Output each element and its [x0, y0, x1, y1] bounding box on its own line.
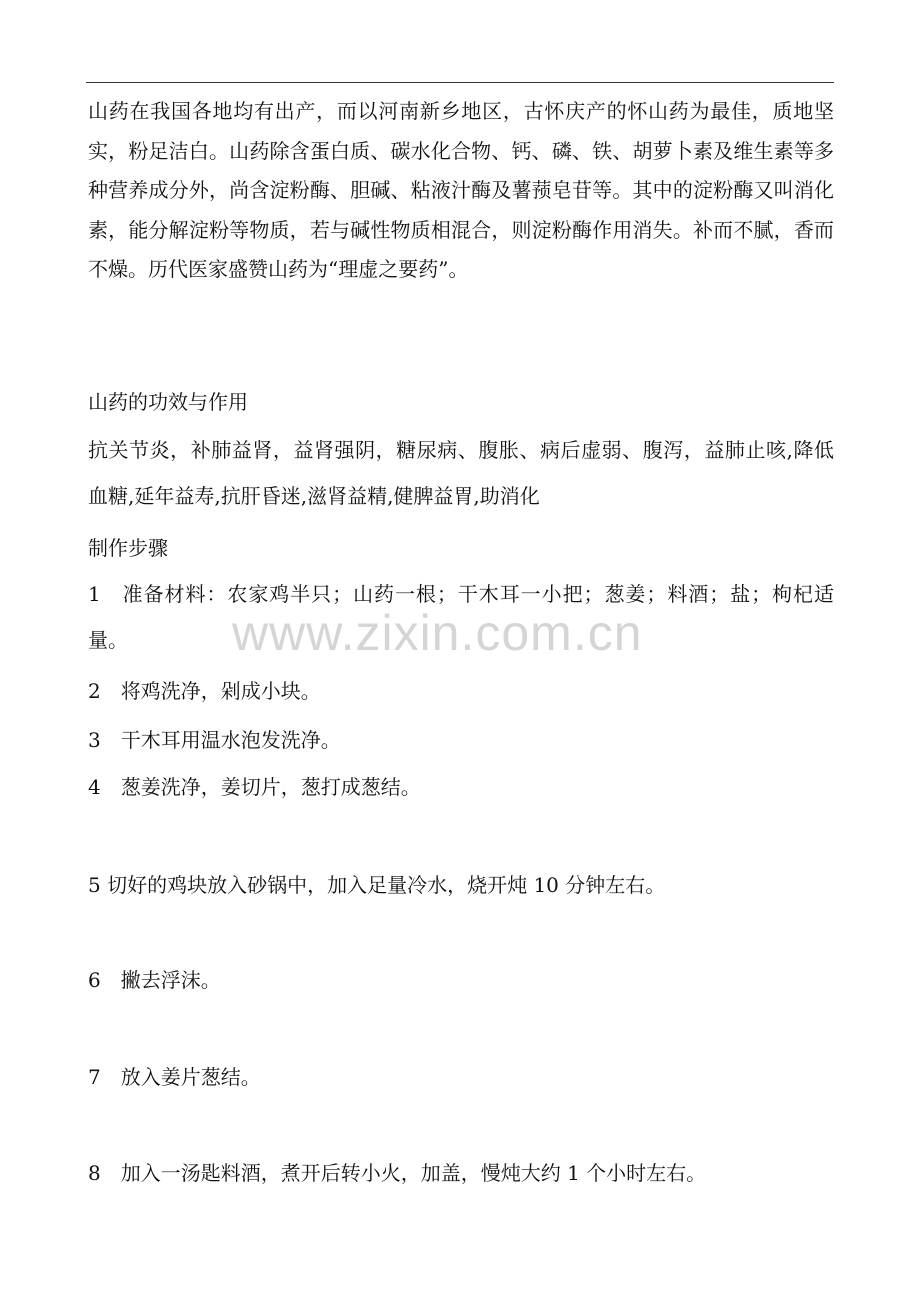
step-item: 2 将鸡洗净，剁成小块。 [88, 679, 321, 703]
step-item: 7 放入姜片葱结。 [88, 1065, 261, 1089]
header-rule [86, 82, 834, 83]
step-item: 5 切好的鸡块放入砂锅中，加入足量冷水，烧开炖 10 分钟左右。 [88, 873, 666, 897]
watermark: www.zixin.com.cn [232, 605, 643, 661]
effects-text: 抗关节炎，补肺益肾，益肾强阴，糖尿病、腹胀、病后虚弱、腹泻，益肺止咳,降低血糖,延年益寿,抗肝昏迷,滋肾益精,健脾益胃,助消化 [88, 438, 834, 508]
steps-heading: 制作步骤 [88, 536, 168, 560]
effects-heading: 山药的功效与作用 [88, 390, 248, 414]
step-item: 8 加入一汤匙料酒，煮开后转小火，加盖，慢炖大约 1 个小时左右。 [88, 1161, 707, 1185]
step-item: 1 准备材料：农家鸡半只；山药一根；干木耳一小把；葱姜；料酒；盐；枸杞适量。 [88, 582, 834, 652]
intro-paragraph: 山药在我国各地均有出产，而以河南新乡地区，古怀庆产的怀山药为最佳，质地坚实，粉足洁白。山药除含蛋白质、碳水化合物、钙、磷、铁、胡萝卜素及维生素等多种营养成分外，尚含淀粉酶、胆碱、粘液汁酶及薯蓣皂苷等。其中的淀粉酶又叫消化素，能分解淀粉等物质，若与碱性物质相混合，则淀粉酶作用消失。补而不腻，香而不燥。历代医家盛赞山药为“理虚之要药”。 [88, 99, 834, 281]
step-item: 3 干木耳用温水泡发洗净。 [88, 728, 341, 752]
step-item: 4 葱姜洗净，姜切片，葱打成葱结。 [88, 775, 421, 799]
step-item: 6 撇去浮沫。 [88, 968, 221, 992]
